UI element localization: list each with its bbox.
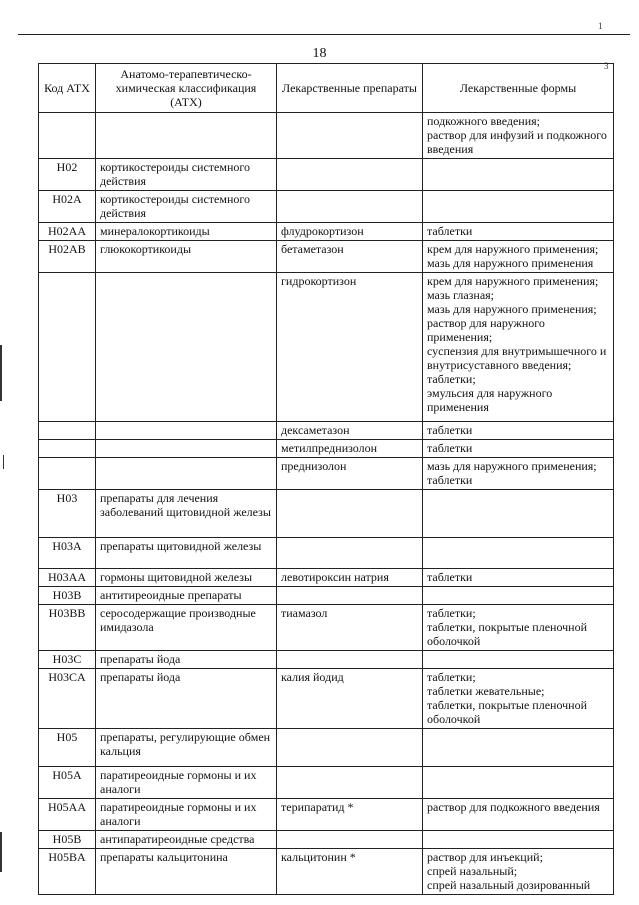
dosage-forms-cell <box>423 223 614 241</box>
atx-code-cell <box>39 422 96 440</box>
dosage-form-item: таблетки, покрытые пленочной оболочкой <box>427 620 588 648</box>
dosage-form-item: таблетки жевательные; <box>427 684 545 698</box>
atx-code-cell: H02AA <box>39 223 96 241</box>
drug-name-cell: терипаратид * <box>277 799 423 831</box>
dosage-forms-cell <box>423 458 614 490</box>
dosage-form-item: мазь для наружного применения <box>427 256 594 270</box>
dosage-forms-cell <box>423 440 614 458</box>
drug-name-cell <box>277 587 423 605</box>
atx-class-cell: препараты йода <box>96 651 277 669</box>
drug-name-cell: калия йодид <box>277 669 423 729</box>
table-row <box>39 729 614 767</box>
drug-name-cell: тиамазол <box>277 605 423 651</box>
dosage-form-item: таблетки, покрытые пленочной оболочкой <box>427 698 588 726</box>
drug-name-cell <box>277 831 423 849</box>
margin-mark <box>0 832 2 872</box>
dosage-forms-cell <box>423 651 614 669</box>
drug-name-cell: левотироксин натрия <box>277 569 423 587</box>
dosage-form-item: таблетки; <box>427 372 476 386</box>
dosage-form-item: мазь для наружного применения; <box>427 459 597 473</box>
atx-code-cell: H05A <box>39 767 96 799</box>
atx-class-cell: паратиреоидные гормоны и их аналоги <box>96 767 277 799</box>
dosage-forms-cell <box>423 849 614 895</box>
dosage-forms-cell <box>423 538 614 569</box>
dosage-form-item: таблетки; <box>427 606 476 620</box>
atx-class-cell: паратиреоидные гормоны и их аналоги <box>96 799 277 831</box>
atx-class-cell: препараты щитовидной железы <box>96 538 277 569</box>
table-row <box>39 458 614 490</box>
atx-class-cell: препараты, регулирующие обмен кальция <box>96 729 277 767</box>
table-row <box>39 651 614 669</box>
atx-class-cell: антипаратиреоидные средства <box>96 831 277 849</box>
atx-class-cell: глюкокортикоиды <box>96 241 277 273</box>
atx-class-cell <box>96 273 277 422</box>
atx-code-cell: H05B <box>39 831 96 849</box>
atx-class-cell: препараты йода <box>96 669 277 729</box>
drug-name-cell <box>277 159 423 191</box>
dosage-form-item: таблетки <box>427 441 473 455</box>
header-mark: 3 <box>604 61 609 71</box>
dosage-forms-cell <box>423 273 614 422</box>
dosage-form-item: эмульсия для наружного применения <box>427 386 553 414</box>
atx-class-cell: антитиреоидные препараты <box>96 587 277 605</box>
drug-name-cell: преднизолон <box>277 458 423 490</box>
dosage-forms-cell <box>423 729 614 767</box>
dosage-form-item: суспензия для внутримышечного и внутрисуставного введения; <box>427 344 607 372</box>
table-row <box>39 241 614 273</box>
dosage-forms-cell <box>423 669 614 729</box>
atx-code-cell: H03 <box>39 490 96 538</box>
atx-code-cell: H02 <box>39 159 96 191</box>
drug-name-cell: флудрокортизон <box>277 223 423 241</box>
table-row <box>39 569 614 587</box>
dosage-form-item: мазь для наружного применения; <box>427 302 597 316</box>
table-row <box>39 849 614 895</box>
dosage-form-item: раствор для инфузий и подкожного введения <box>427 128 607 156</box>
drug-name-cell: метилпреднизолон <box>277 440 423 458</box>
dosage-form-item: таблетки <box>427 570 473 584</box>
page-number: 18 <box>312 46 327 61</box>
column-header-classification: Анатомо-терапевтическо-химическая классификация (АТХ) <box>96 64 277 113</box>
atx-code-cell <box>39 458 96 490</box>
column-header-drugs: Лекарственные препараты <box>277 64 423 113</box>
drug-name-cell <box>277 651 423 669</box>
drug-name-cell: кальцитонин * <box>277 849 423 895</box>
atx-code-cell: H02AB <box>39 241 96 273</box>
drug-name-cell <box>277 767 423 799</box>
dosage-form-item: крем для наружного применения; <box>427 242 599 256</box>
dosage-forms-cell <box>423 799 614 831</box>
atx-class-cell <box>96 422 277 440</box>
dosage-forms-cell <box>423 159 614 191</box>
column-header-forms: Лекарственные формы <box>423 64 614 113</box>
dosage-forms-cell <box>423 241 614 273</box>
atx-class-cell <box>96 113 277 159</box>
drug-name-cell: гидрокортизон <box>277 273 423 422</box>
dosage-forms-cell <box>423 113 614 159</box>
table-row <box>39 669 614 729</box>
atx-code-cell: H02A <box>39 191 96 223</box>
table-row <box>39 490 614 538</box>
atx-class-cell: кортикостероиды системного действия <box>96 191 277 223</box>
table-row <box>39 767 614 799</box>
atx-class-cell: препараты для лечения заболеваний щитовидной железы <box>96 490 277 538</box>
drug-name-cell: дексаметазон <box>277 422 423 440</box>
atx-code-cell: H05AA <box>39 799 96 831</box>
atx-code-cell: H05 <box>39 729 96 767</box>
dosage-forms-cell <box>423 587 614 605</box>
atx-code-cell: H03AA <box>39 569 96 587</box>
dosage-form-item: раствор для наружного применения; <box>427 316 545 344</box>
dosage-form-item: таблетки; <box>427 670 476 684</box>
atx-table <box>38 63 614 895</box>
dosage-forms-cell <box>423 191 614 223</box>
top-rule <box>18 34 630 35</box>
atx-code-cell: H03C <box>39 651 96 669</box>
table-row <box>39 605 614 651</box>
atx-code-cell <box>39 273 96 422</box>
dosage-form-item: таблетки <box>427 473 473 487</box>
drug-name-cell <box>277 538 423 569</box>
atx-class-cell <box>96 458 277 490</box>
atx-code-cell: H03BB <box>39 605 96 651</box>
dosage-form-item: таблетки <box>427 423 473 437</box>
atx-class-cell: гормоны щитовидной железы <box>96 569 277 587</box>
drug-name-cell: бетаметазон <box>277 241 423 273</box>
dosage-forms-cell <box>423 569 614 587</box>
atx-class-cell: минералокортикоиды <box>96 223 277 241</box>
margin-mark <box>0 345 2 401</box>
drug-name-cell <box>277 191 423 223</box>
atx-code-cell <box>39 113 96 159</box>
atx-code-cell: H03A <box>39 538 96 569</box>
table-row <box>39 113 614 159</box>
dosage-form-item: спрей назальный дозированный <box>427 878 591 892</box>
dosage-form-item: крем для наружного применения; <box>427 274 599 288</box>
table-row <box>39 223 614 241</box>
dosage-forms-cell <box>423 605 614 651</box>
dosage-form-item: таблетки <box>427 224 473 238</box>
table-row <box>39 159 614 191</box>
table-row <box>39 422 614 440</box>
drug-name-cell <box>277 490 423 538</box>
atx-class-cell: препараты кальцитонина <box>96 849 277 895</box>
drug-name-cell <box>277 113 423 159</box>
table-row <box>39 191 614 223</box>
dosage-forms-cell <box>423 831 614 849</box>
table-row <box>39 538 614 569</box>
atx-code-cell: H03B <box>39 587 96 605</box>
dosage-form-item: подкожного введения; <box>427 114 540 128</box>
table-row <box>39 440 614 458</box>
atx-class-cell <box>96 440 277 458</box>
drug-name-cell <box>277 729 423 767</box>
dosage-form-item: мазь глазная; <box>427 288 495 302</box>
table-row <box>39 831 614 849</box>
table-header-row <box>39 64 614 113</box>
atx-class-cell: серосодержащие производные имидазола <box>96 605 277 651</box>
dosage-form-item: раствор для подкожного введения <box>427 800 600 814</box>
dosage-forms-cell <box>423 490 614 538</box>
atx-code-cell: H03CA <box>39 669 96 729</box>
table-row <box>39 799 614 831</box>
atx-code-cell <box>39 440 96 458</box>
atx-code-cell: H05BA <box>39 849 96 895</box>
table-row <box>39 587 614 605</box>
corner-mark: 1 <box>598 21 603 31</box>
margin-mark <box>3 455 4 469</box>
column-header-code: Код АТХ <box>39 64 96 113</box>
dosage-form-item: спрей назальный; <box>427 864 518 878</box>
dosage-forms-cell <box>423 767 614 799</box>
dosage-forms-cell <box>423 422 614 440</box>
atx-class-cell: кортикостероиды системного действия <box>96 159 277 191</box>
table-row <box>39 273 614 422</box>
dosage-form-item: раствор для инъекций; <box>427 850 543 864</box>
